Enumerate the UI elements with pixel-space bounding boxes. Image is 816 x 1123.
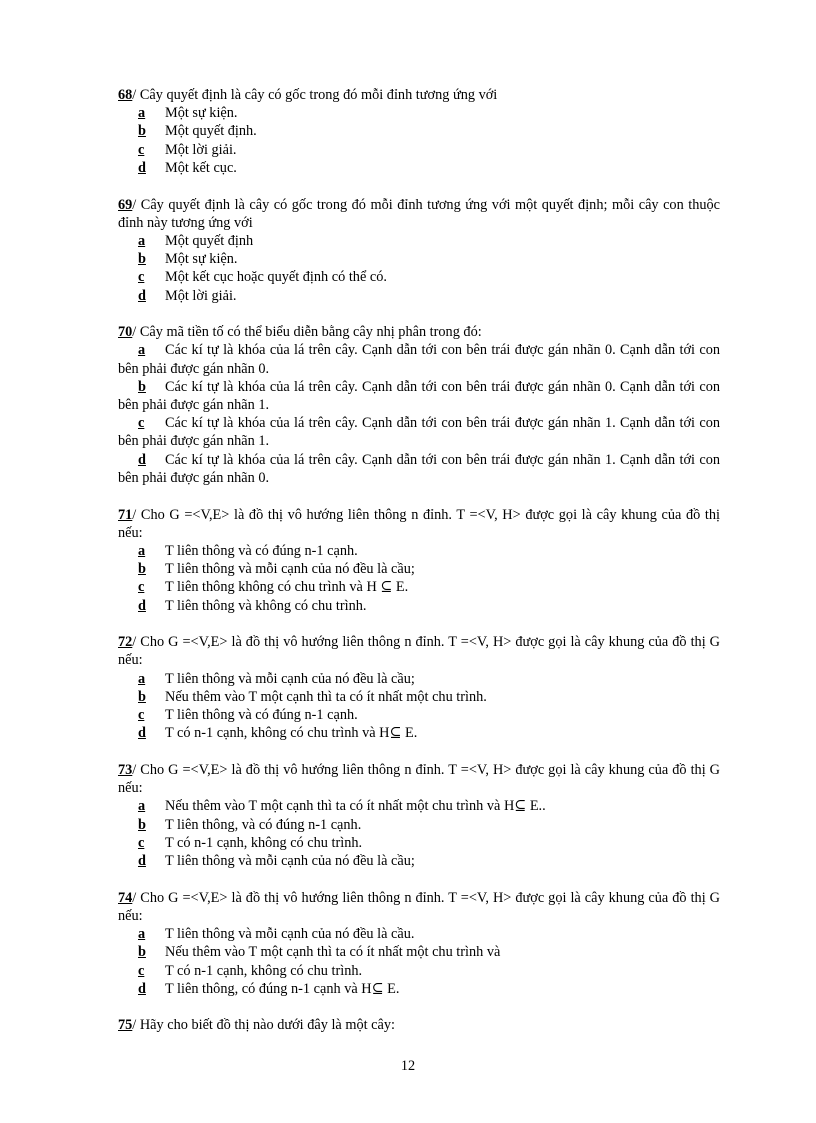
question-number: 70: [118, 324, 133, 341]
option-a: [118, 925, 720, 943]
option-letter: d: [138, 159, 146, 176]
option-a: [118, 232, 720, 250]
option-c: [118, 414, 720, 450]
question-text: Cho G =<V,E> là đồ thị vô hướng liên thông n đỉnh. T =<V, H> được gọi là cây khung của đồ thị G nếu:: [118, 634, 721, 669]
option-letter: b: [138, 561, 146, 578]
question-text: Cho G =<V,E> là đồ thị vô hướng liên thông n đỉnh. T =<V, H> được gọi là cây khung của đồ thị G nếu:: [118, 762, 721, 797]
option-c: [118, 962, 720, 980]
option-c: [118, 834, 720, 852]
question-stem: 74/ Cho G =<V,E> là đồ thị vô hướng liên thông n đỉnh. T =<V, H> được gọi là cây khung của đồ thị G nếu:: [118, 889, 721, 924]
option-text: Các kí tự là khóa của lá trên cây. Cạnh dẫn tới con bên trái được gán nhãn 0. Cạnh dẫn tới con bên phải được gán nhãn 1.: [118, 378, 720, 414]
option-d: [118, 852, 720, 870]
option-b: [118, 688, 720, 706]
question-text: Cây mã tiền tố có thể biểu diễn bằng cây nhị phân trong đó:: [139, 324, 482, 341]
option-a: [118, 670, 720, 688]
option-text: T liên thông và mỗi cạnh của nó đều là cầu.: [165, 926, 415, 943]
option-text: T liên thông và có đúng n-1 cạnh.: [165, 542, 358, 559]
question-69: [118, 196, 720, 305]
question-number: 69: [118, 196, 133, 213]
option-letter: d: [138, 287, 146, 304]
option-text: Một sự kiện.: [165, 251, 238, 268]
option-text: T liên thông và có đúng n-1 cạnh.: [165, 707, 358, 724]
question-text: Hãy cho biết đồ thị nào dưới đây là một cây:: [139, 1017, 395, 1034]
option-text: Nếu thêm vào T một cạnh thì ta có ít nhất một chu trình và: [165, 944, 501, 961]
option-letter: a: [138, 105, 146, 122]
option-b: [118, 816, 720, 834]
option-letter: d: [138, 853, 146, 870]
option-letter: d: [138, 980, 146, 997]
option-text: Các kí tự là khóa của lá trên cây. Cạnh dẫn tới con bên trái được gán nhãn 1. Cạnh dẫn tới con bên phải được gán nhãn 0.: [118, 451, 720, 486]
question-71: [118, 506, 720, 615]
question-stem: 70/ Cây mã tiền tố có thể biểu diễn bằng cây nhị phân trong đó:: [118, 324, 482, 341]
option-text: Một lời giải.: [165, 141, 237, 158]
option-letter: b: [138, 944, 146, 961]
option-letter: c: [138, 962, 145, 979]
question-stem: 69/ Cây quyết định là cây có gốc trong đó mỗi đỉnh tương ứng với một quyết định; mỗi cây con thuộc đỉnh này tương ứng với: [118, 196, 721, 231]
option-text: T liên thông, có đúng n-1 cạnh và H⊆ E.: [165, 980, 400, 997]
option-b: [118, 122, 720, 140]
option-text: Một kết cục.: [165, 159, 237, 176]
option-text: T có n-1 cạnh, không có chu trình.: [165, 834, 363, 851]
option-letter: c: [138, 707, 145, 724]
question-stem: 72/ Cho G =<V,E> là đồ thị vô hướng liên thông n đỉnh. T =<V, H> được gọi là cây khung của đồ thị G nếu:: [118, 634, 721, 669]
option-c: [118, 268, 720, 286]
option-text: Một kết cục hoặc quyết định có thể có.: [165, 269, 387, 286]
option-a: [118, 797, 720, 815]
option-letter: a: [138, 342, 146, 359]
option-text: Các kí tự là khóa của lá trên cây. Cạnh dẫn tới con bên trái được gán nhãn 0. Cạnh dẫn tới con bên phải được gán nhãn 0.: [118, 342, 720, 377]
option-a: [118, 341, 720, 377]
question-74: [118, 889, 720, 998]
option-letter: a: [138, 232, 146, 249]
option-d: [118, 597, 720, 615]
option-letter: c: [138, 141, 145, 158]
question-number: 74: [118, 889, 133, 906]
option-letter: b: [138, 688, 146, 705]
page-number: 12: [400, 1058, 416, 1074]
option-text: Các kí tự là khóa của lá trên cây. Cạnh dẫn tới con bên trái được gán nhãn 1. Cạnh dẫn tới con bên phải được gán nhãn 1.: [118, 415, 720, 450]
option-letter: b: [138, 816, 146, 833]
question-number: 71: [118, 506, 133, 523]
option-letter: b: [138, 378, 146, 395]
option-letter: b: [138, 251, 146, 268]
question-list: [118, 86, 720, 1035]
question-text: Cho G =<V,E> là đồ thị vô hướng liên thông n đỉnh. T =<V, H> được gọi là cây khung của đồ thị G nếu:: [118, 889, 721, 924]
option-letter: c: [138, 834, 145, 851]
option-letter: d: [138, 451, 146, 468]
option-text: T liên thông và không có chu trình.: [165, 597, 367, 614]
option-b: [118, 943, 720, 961]
option-letter: a: [138, 670, 146, 687]
option-letter: a: [138, 926, 146, 943]
option-b: [118, 378, 720, 414]
option-text: T liên thông và mỗi cạnh của nó đều là cầu;: [165, 670, 415, 687]
option-text: Một quyết định.: [165, 123, 257, 140]
question-stem: 71/ Cho G =<V,E> là đồ thị vô hướng liên thông n đỉnh. T =<V, H> được gọi là cây khung của đồ thị nếu:: [118, 506, 720, 541]
question-number: 72: [118, 634, 133, 651]
option-letter: a: [138, 542, 146, 559]
option-text: T liên thông không có chu trình và H ⊆ E.: [165, 579, 409, 596]
option-letter: c: [138, 269, 145, 286]
option-letter: b: [138, 123, 146, 140]
option-text: T liên thông và mỗi cạnh của nó đều là cầu;: [165, 853, 415, 870]
option-d: [118, 159, 720, 177]
option-d: [118, 724, 720, 742]
question-75: [118, 1016, 720, 1034]
option-text: T có n-1 cạnh, không có chu trình.: [165, 962, 363, 979]
question-text: Cây quyết định là cây có gốc trong đó mỗi đỉnh tương ứng với: [139, 87, 498, 103]
question-number: 68: [118, 87, 133, 103]
option-letter: c: [138, 415, 145, 432]
option-letter: d: [138, 597, 146, 614]
option-letter: d: [138, 725, 146, 742]
question-stem: 75/ Hãy cho biết đồ thị nào dưới đây là một cây:: [118, 1017, 395, 1034]
question-stem: 73/ Cho G =<V,E> là đồ thị vô hướng liên thông n đỉnh. T =<V, H> được gọi là cây khung của đồ thị G nếu:: [118, 762, 721, 797]
question-text: Cây quyết định là cây có gốc trong đó mỗi đỉnh tương ứng với một quyết định; mỗi cây con thuộc đỉnh này tương ứng với: [118, 196, 721, 231]
option-c: [118, 706, 720, 724]
question-68: [118, 86, 720, 177]
option-c: [118, 578, 720, 596]
option-c: [118, 141, 720, 159]
option-text: T liên thông và mỗi cạnh của nó đều là cầu;: [165, 561, 415, 578]
question-73: [118, 761, 720, 870]
option-letter: c: [138, 579, 145, 596]
option-text: Một sự kiện.: [165, 105, 238, 122]
option-b: [118, 250, 720, 268]
option-d: [118, 451, 720, 487]
question-stem: 68/ Cây quyết định là cây có gốc trong đó mỗi đỉnh tương ứng với: [118, 87, 498, 103]
option-a: [118, 542, 720, 560]
option-text: Một quyết định: [165, 232, 254, 249]
option-text: T có n-1 cạnh, không có chu trình và H⊆ E.: [165, 725, 418, 742]
question-72: [118, 633, 720, 742]
option-letter: a: [138, 798, 146, 815]
option-d: [118, 287, 720, 305]
question-text: Cho G =<V,E> là đồ thị vô hướng liên thông n đỉnh. T =<V, H> được gọi là cây khung của đồ thị nếu:: [118, 506, 720, 541]
question-number: 73: [118, 762, 133, 778]
option-text: T liên thông, và có đúng n-1 cạnh.: [165, 816, 362, 833]
option-a: [118, 104, 720, 122]
question-70: [118, 323, 720, 487]
option-b: [118, 560, 720, 578]
option-text: Nếu thêm vào T một cạnh thì ta có ít nhất một chu trình và H⊆ E..: [165, 798, 546, 815]
option-d: [118, 980, 720, 998]
option-text: Nếu thêm vào T một cạnh thì ta có ít nhất một chu trình.: [165, 688, 487, 705]
question-number: 75: [118, 1017, 133, 1034]
option-text: Một lời giải.: [165, 287, 237, 304]
